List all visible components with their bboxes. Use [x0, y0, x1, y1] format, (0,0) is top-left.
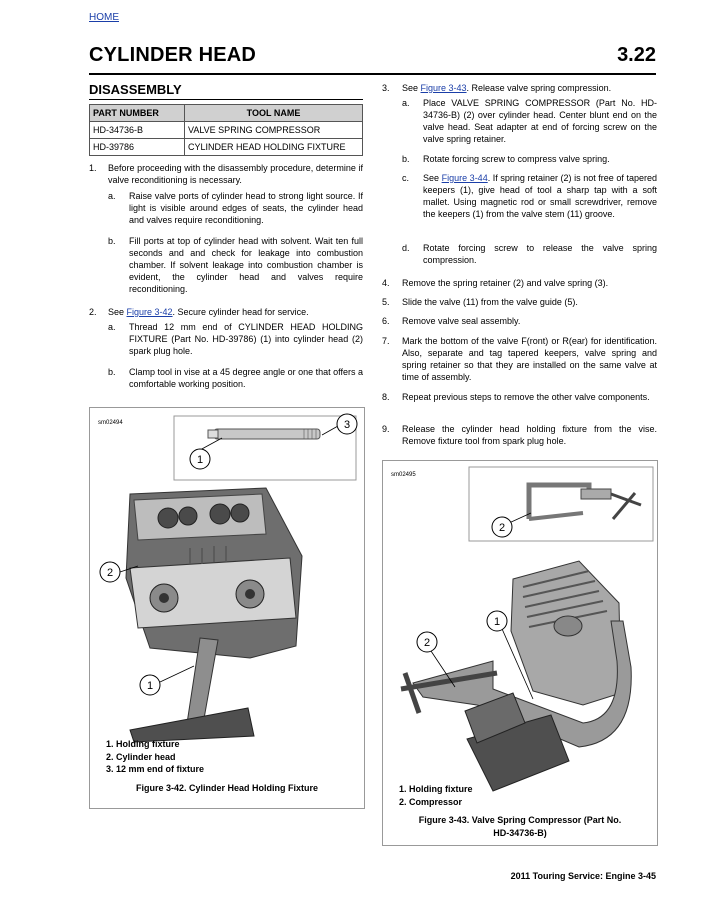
step-number: 8.	[382, 392, 390, 402]
step-2-text	[108, 306, 363, 318]
substep-label: b.	[402, 154, 410, 164]
step-9-text: Release the cylinder head holding fixture from the vise. Remove fixture tool from spark plug hole.	[402, 424, 657, 446]
step-2b-text: Clamp tool in vise at a 45 degree angle or one that offers a comfortable working position.	[129, 367, 363, 389]
legend-item: 2. Cylinder head	[106, 751, 176, 762]
step-4-text: Remove the spring retainer (2) and valve spring (3).	[402, 278, 609, 288]
home-link[interactable]: HOME	[89, 12, 119, 23]
table-header-row	[90, 105, 363, 122]
step-number: 6.	[382, 316, 390, 326]
figure-legend	[106, 738, 204, 776]
callout-2: 2	[498, 522, 506, 534]
step-text: . If spring retainer (2) is not free of tapered keepers (1), give head of tool a sharp tap with a soft mallet. Using magnetic rod or small screwdriver, remove the keepers (1) from the valve stem (11) groove.	[423, 173, 657, 219]
step-text: . Secure cylinder head for service.	[172, 307, 309, 317]
legend-item: 1. Holding fixture	[106, 739, 180, 749]
table-cell: VALVE SPRING COMPRESSOR	[185, 122, 363, 139]
step-number: 3.	[382, 83, 390, 93]
section-title: DISASSEMBLY	[89, 82, 182, 97]
caption-line: Figure 3-43. Valve Spring Compressor (Part No.	[418, 815, 622, 825]
legend-item: 2. Compressor	[399, 796, 463, 807]
caption-line: HD-34736-B)	[493, 828, 547, 838]
substep-label: d.	[402, 243, 410, 253]
callout-3: 3	[343, 419, 351, 431]
figure-3-44-link[interactable]: Figure 3-44	[441, 173, 488, 183]
substep-label: b.	[108, 367, 116, 377]
column-header: PART NUMBER	[90, 105, 185, 122]
substep-label: c.	[402, 173, 410, 183]
substep-label: a.	[402, 98, 410, 108]
step-7-text: Mark the bottom of the valve F(ront) or R(ear) for identification. Also, separate and tag tapered keepers, valve spring and spring retainer so that they are installed on the same valve at time of assembly.	[402, 336, 657, 382]
figure-3-42	[89, 407, 365, 809]
tools-table	[89, 104, 363, 156]
legend-item: 1. Holding fixture	[399, 784, 473, 794]
section-number: 3.22	[617, 44, 656, 66]
page-title: CYLINDER HEAD	[89, 44, 257, 66]
step-1b-text: Fill ports at top of cylinder head with solvent. Wait ten full seconds and and check for leakage into combustion chamber. If solvent leakage into combustion chamber is evident, the cylinder head and valves require reconditioning.	[129, 236, 363, 294]
step-text: See	[108, 307, 127, 317]
callout-1: 1	[146, 680, 154, 692]
step-text: . Release valve spring compression.	[466, 83, 612, 93]
page-footer: 2011 Touring Service: Engine 3-45	[510, 871, 656, 881]
step-3c-text	[423, 172, 657, 220]
figure-3-42-link[interactable]: Figure 3-42	[126, 307, 173, 317]
column-header: TOOL NAME	[185, 105, 363, 122]
step-2a-text: Thread 12 mm end of CYLINDER HEAD HOLDING FIXTURE (Part No. HD-39786) (1) into cylinder head (2) spark plug hole.	[129, 322, 363, 356]
step-number: 7.	[382, 336, 390, 346]
legend-item: 3. 12 mm end of fixture	[106, 764, 205, 774]
step-1-text: Before proceeding with the disassembly procedure, determine if valve reconditioning is necessary.	[108, 163, 363, 185]
step-5-text: Slide the valve (11) from the valve guide (5).	[402, 297, 578, 307]
substep-label: b.	[108, 236, 116, 246]
table-cell: CYLINDER HEAD HOLDING FIXTURE	[185, 139, 363, 156]
step-3b-text: Rotate forcing screw to compress valve spring.	[423, 154, 610, 164]
figure-legend	[399, 783, 473, 808]
section-rule	[89, 99, 363, 100]
header-rule	[89, 73, 656, 75]
step-text: See	[402, 83, 421, 93]
step-3a-text: Place VALVE SPRING COMPRESSOR (Part No. HD-34736-B) (2) over cylinder head. Center blunt end on the valve head. Seat adapter at end of forcing screw on the valve spring retainer.	[423, 98, 657, 144]
callout-2: 2	[423, 637, 431, 649]
step-3d-text: Rotate forcing screw to release the valve spring compression.	[423, 243, 657, 265]
table-cell: HD-39786	[90, 139, 185, 156]
table-row	[90, 139, 363, 156]
figure-id: sm02495	[391, 472, 416, 478]
callout-2: 2	[106, 567, 114, 579]
substep-label: a.	[108, 191, 116, 201]
step-number: 9.	[382, 424, 390, 434]
step-number: 4.	[382, 278, 390, 288]
figure-3-43-link[interactable]: Figure 3-43	[420, 83, 467, 93]
step-number: 2.	[89, 307, 97, 317]
callout-1: 1	[493, 616, 501, 628]
step-3-text	[402, 82, 657, 94]
figure-caption	[383, 814, 657, 840]
figure-caption: Figure 3-42. Cylinder Head Holding Fixture	[135, 783, 319, 793]
step-number: 5.	[382, 297, 390, 307]
table-cell: HD-34736-B	[90, 122, 185, 139]
step-1a-text: Raise valve ports of cylinder head to strong light source. If light is visible around edges of seats, the cylinder head and valves require reconditioning.	[129, 191, 363, 225]
figure-3-43	[382, 460, 658, 846]
figure-id: sm02494	[98, 420, 123, 426]
substep-label: a.	[108, 322, 116, 332]
callout-1: 1	[196, 454, 204, 466]
step-8-text: Repeat previous steps to remove the other valve components.	[402, 392, 650, 402]
step-text: See	[423, 173, 442, 183]
table-row	[90, 122, 363, 139]
step-6-text: Remove valve seal assembly.	[402, 316, 521, 326]
step-number: 1.	[89, 163, 97, 173]
